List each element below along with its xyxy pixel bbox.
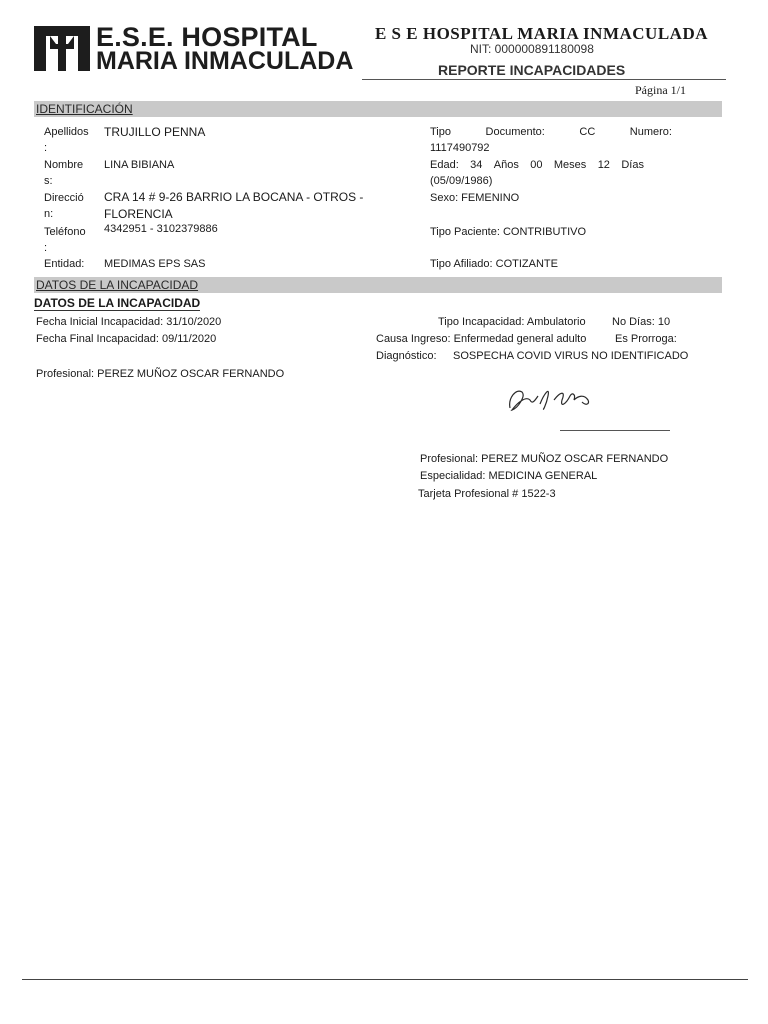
direccion-value-line2: FLORENCIA bbox=[104, 207, 173, 221]
edad-part: Días bbox=[621, 159, 644, 171]
no-dias: No Días: 10 bbox=[612, 316, 671, 328]
edad-row bbox=[430, 157, 644, 173]
numero-documento: 1117490792 bbox=[430, 142, 490, 154]
sub-title-datos-incapacidad: DATOS DE LA INCAPACIDAD bbox=[34, 296, 201, 310]
nombres-label-cont: s: bbox=[44, 175, 53, 187]
telefono-value: 4342951 - 3102379886 bbox=[104, 223, 218, 235]
tipo-incapacidad: Tipo Incapacidad: Ambulatorio bbox=[438, 316, 586, 328]
tipo-documento-row bbox=[430, 124, 672, 140]
edad-part: 00 bbox=[530, 159, 543, 171]
apellidos-label-cont: : bbox=[44, 142, 48, 154]
fecha-final: Fecha Final Incapacidad: 09/11/2020 bbox=[36, 333, 217, 345]
telefono-label-cont: : bbox=[44, 242, 48, 254]
fecha-inicial: Fecha Inicial Incapacidad: 31/10/2020 bbox=[36, 316, 222, 328]
edad-part: Meses bbox=[553, 159, 587, 171]
entidad-value: MEDIMAS EPS SAS bbox=[104, 258, 206, 270]
handwritten-signature bbox=[504, 382, 604, 416]
tipo-paciente: Tipo Paciente: CONTRIBUTIVO bbox=[430, 226, 587, 238]
nombres-label: Nombre bbox=[44, 159, 84, 171]
logo-text-line1: E.S.E. HOSPITAL bbox=[96, 22, 318, 52]
diagnostico-value: SOSPECHA COVID VIRUS NO IDENTIFICADO bbox=[453, 350, 689, 362]
sexo: Sexo: FEMENINO bbox=[430, 192, 520, 204]
hospital-name: E S E HOSPITAL MARIA INMACULADA bbox=[374, 24, 708, 43]
logo-text-line2: MARIA INMACULADA bbox=[96, 47, 354, 75]
tipo-doc-part: CC bbox=[579, 126, 596, 138]
signature-line bbox=[560, 430, 670, 431]
tipo-doc-part: Numero: bbox=[629, 126, 672, 138]
page-number: Página 1/1 bbox=[635, 83, 686, 97]
direccion-label-cont: n: bbox=[44, 208, 54, 220]
direccion-label: Direcció bbox=[44, 192, 84, 204]
fecha-nacimiento: (05/09/1986) bbox=[430, 175, 493, 187]
causa-ingreso: Causa Ingreso: Enfermedad general adulto bbox=[376, 333, 587, 345]
header-divider bbox=[362, 79, 726, 80]
profesional-incapacidad: Profesional: PEREZ MUÑOZ OSCAR FERNANDO bbox=[36, 368, 285, 380]
diagnostico-label: Diagnóstico: bbox=[376, 350, 437, 362]
report-title: REPORTE INCAPACIDADES bbox=[438, 62, 626, 78]
firma-profesional: Profesional: PEREZ MUÑOZ OSCAR FERNANDO bbox=[420, 453, 669, 465]
section-datos-incapacidad-title: DATOS DE LA INCAPACIDAD bbox=[36, 278, 199, 292]
hospital-logo-icon bbox=[34, 26, 92, 72]
section-identificacion bbox=[34, 101, 722, 117]
section-identificacion-title: IDENTIFICACIÓN bbox=[36, 102, 133, 116]
sub-title-underline bbox=[34, 310, 200, 311]
es-prorroga: Es Prorroga: bbox=[615, 333, 677, 345]
edad-part: 34 bbox=[470, 159, 483, 171]
tipo-doc-part: Tipo bbox=[430, 126, 451, 138]
entidad-label: Entidad: bbox=[44, 258, 85, 270]
edad-part: 12 bbox=[597, 159, 610, 171]
direccion-value-line1: CRA 14 # 9-26 BARRIO LA BOCANA - OTROS - bbox=[104, 190, 364, 204]
tipo-afiliado: Tipo Afiliado: COTIZANTE bbox=[430, 258, 558, 270]
firma-tarjeta-profesional: Tarjeta Profesional # 1522-3 bbox=[418, 488, 556, 500]
footer-divider bbox=[22, 979, 748, 980]
section-datos-incapacidad bbox=[34, 277, 722, 293]
edad-part: Edad: bbox=[430, 159, 459, 171]
firma-especialidad: Especialidad: MEDICINA GENERAL bbox=[420, 470, 598, 482]
nombres-value: LINA BIBIANA bbox=[104, 159, 175, 171]
apellidos-value: TRUJILLO PENNA bbox=[104, 125, 206, 139]
nit-number: NIT: 000000891180098 bbox=[470, 42, 594, 56]
tipo-doc-part: Documento: bbox=[485, 126, 545, 138]
telefono-label: Teléfono bbox=[44, 226, 86, 238]
edad-part: Años bbox=[493, 159, 519, 171]
apellidos-label: Apellidos bbox=[44, 126, 89, 138]
